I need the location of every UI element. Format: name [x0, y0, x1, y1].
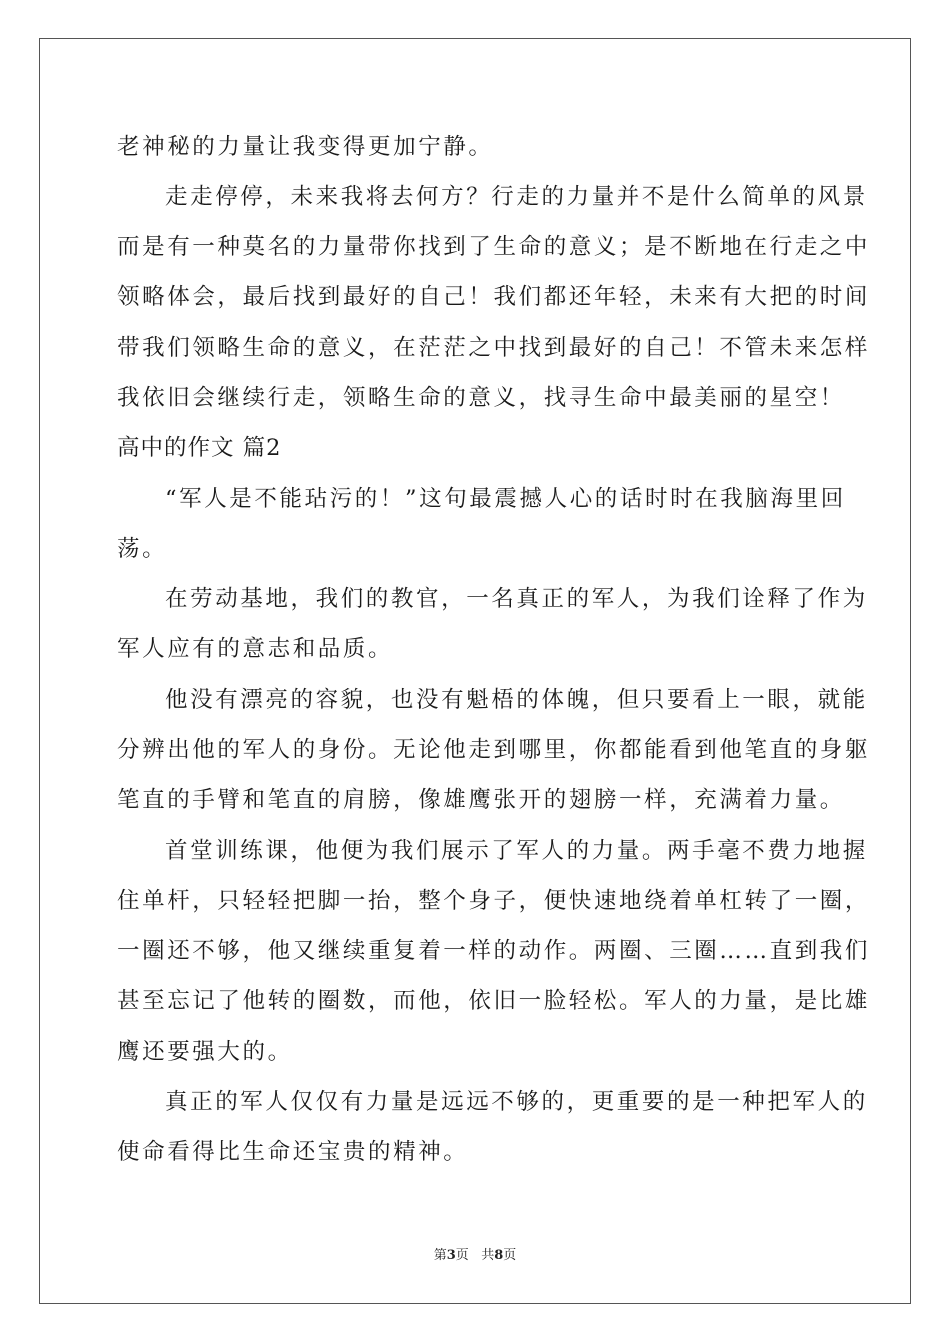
text-line: 笔直的手臂和笔直的肩膀，像雄鹰张开的翅膀一样，充满着力量。 [117, 787, 845, 813]
text-line: 荡。 [117, 536, 168, 562]
text-line: 使命看得比生命还宝贵的精神。 [117, 1139, 469, 1165]
footer-total-suffix: 页 [503, 1248, 517, 1263]
footer-total-prefix: 共 [481, 1248, 495, 1263]
text-line: 军人应有的意志和品质。 [117, 636, 394, 662]
text-line: 而是有一种莫名的力量带你找到了生命的意义；是不断地在行走之中 [117, 234, 871, 260]
paragraph-start: 首堂训练课，他便为我们展示了军人的力量。两手毫不费力地握 [165, 838, 868, 864]
text-line: 一圈还不够，他又继续重复着一样的动作。两圈、三圈……直到我们 [117, 938, 871, 964]
text-line: 分辨出他的军人的身份。无论他走到哪里，你都能看到他笔直的身躯 [117, 737, 871, 763]
text-line: 我依旧会继续行走，领略生命的意义，找寻生命中最美丽的星空！ [117, 385, 845, 411]
text-line: 甚至忘记了他转的圈数，而他，依旧一脸轻松。军人的力量，是比雄 [117, 988, 871, 1014]
paragraph-start: 真正的军人仅仅有力量是远远不够的，更重要的是一种把军人的 [165, 1089, 868, 1115]
section-heading: 高中的作文 篇2 [117, 435, 282, 461]
footer-prefix: 第 [433, 1248, 447, 1263]
page-footer [0, 1247, 950, 1265]
text-line: 带我们领略生命的意义，在茫茫之中找到最好的自己！不管未来怎样 [117, 335, 871, 361]
paragraph-start: 他没有漂亮的容貌，也没有魁梧的体魄，但只要看上一眼，就能 [165, 687, 868, 713]
paragraph-start: 走走停停，未来我将去何方？行走的力量并不是什么简单的风景 [165, 184, 868, 210]
text-line: 领略体会，最后找到最好的自己！我们都还年轻，未来有大把的时间 [117, 284, 871, 310]
text-line: 住单杆，只轻轻把脚一抬，整个身子，便快速地绕着单杠转了一圈， [117, 888, 871, 914]
paragraph-start: 在劳动基地，我们的教官，一名真正的军人，为我们诠释了作为 [165, 586, 868, 612]
text-line: 老神秘的力量让我变得更加宁静。 [117, 134, 494, 160]
current-page-number: 3 [446, 1248, 456, 1263]
footer-page-suffix: 页 [455, 1248, 469, 1263]
paragraph-start: “军人是不能玷污的！”这句最震撼人心的话时时在我脑海里回 [165, 486, 846, 512]
total-page-count: 8 [494, 1248, 504, 1263]
text-line: 鹰还要强大的。 [117, 1039, 293, 1065]
